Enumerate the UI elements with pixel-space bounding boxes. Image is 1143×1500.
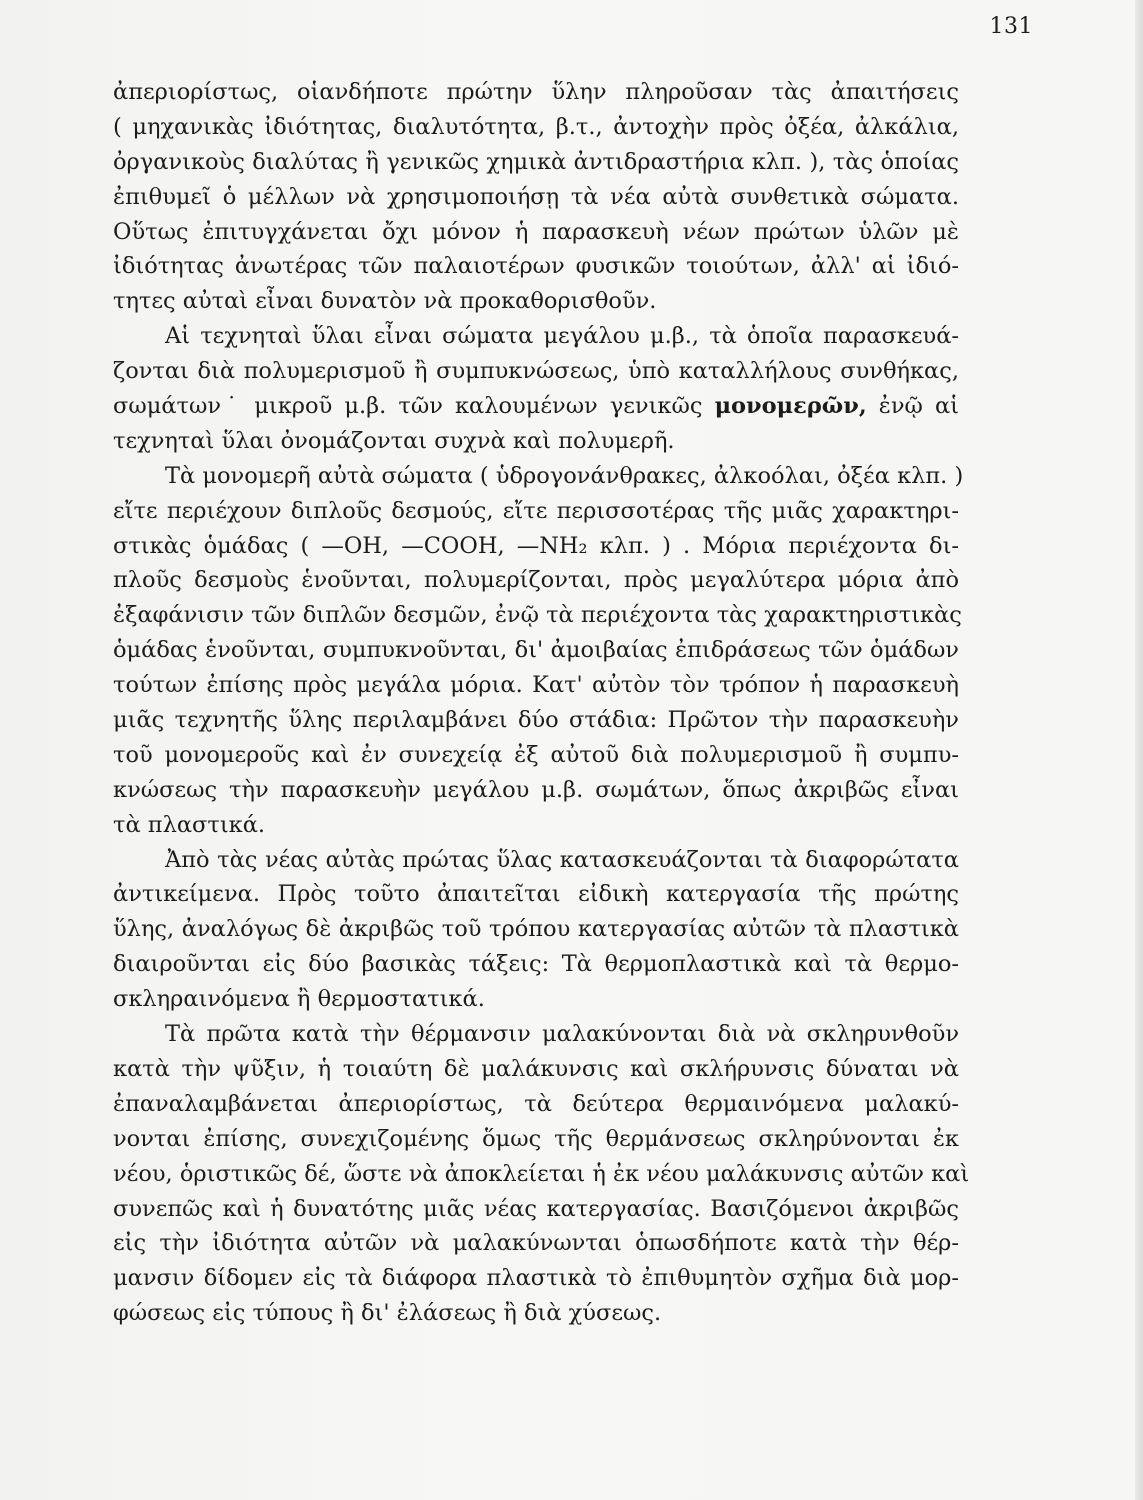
text-line xyxy=(113,389,959,424)
text-line: ἐξαφάνισιν τῶν διπλῶν δεσμῶν, ἐνῷ τὰ περιέχοντα τὰς χαρακτηριστικὰς xyxy=(113,602,962,629)
text-line: Τὰ μονομερῆ αὐτὰ σώματα ( ὑδρογονάνθρακες, ἀλκοόλαι, ὀξέα κλπ. ) xyxy=(165,462,964,489)
text-line: μιᾶς τεχνητῆς ὕλης περιλαμβάνει δύο στάδια: Πρῶτον τὴν παρασκευὴν xyxy=(113,707,959,734)
text-segment: ἐνῷ αἱ xyxy=(866,393,960,420)
page-edge-shadow xyxy=(1135,0,1143,1500)
text-line: ἐπιθυμεῖ ὁ μέλλων νὰ χρησιμοποιήσῃ τὰ νέα αὐτὰ συνθετικὰ σώματα. xyxy=(113,183,959,210)
text-line: νονται ἐπίσης, συνεχιζομένης ὅμως τῆς θερμάνσεως σκληρύνονται ἐκ xyxy=(113,1125,959,1152)
text-line: ὀργανικοὺς διαλύτας ἢ γενικῶς χημικὰ ἀντιδραστήρια κλπ. ), τὰς ὁποίας xyxy=(113,148,959,175)
text-line: τὰ πλαστικά. xyxy=(113,811,266,838)
text-line: ( μηχανικὰς ἰδιότητας, διαλυτότητα, β.τ., ἀντοχὴν πρὸς ὀξέα, ἀλκάλια, xyxy=(113,113,959,140)
paragraph xyxy=(113,459,964,843)
text-line: ἀντικείμενα. Πρὸς τοῦτο ἀπαιτεῖται εἰδικὴ κατεργασία τῆς πρώτης xyxy=(113,881,959,908)
text-line: κνώσεως τὴν παρασκευὴν μεγάλου μ.β. σωμάτων, ὅπως ἀκριβῶς εἶναι xyxy=(113,776,959,803)
text-line: εἰς τὴν ἰδιότητα αὐτῶν νὰ μαλακύνωνται ὁπωσδήποτε κατὰ τὴν θέρ- xyxy=(113,1230,959,1257)
text-line: σκληραινόμενα ἢ θερμοστατικά. xyxy=(113,986,485,1013)
text-line: Αἱ τεχνηταὶ ὕλαι εἶναι σώματα μεγάλου μ.β., τὰ ὁποῖα παρασκευά- xyxy=(165,323,959,350)
text-line: εἴτε περιέχουν διπλοῦς δεσμούς, εἴτε περισσοτέρας τῆς μιᾶς χαρακτηρι- xyxy=(113,497,959,524)
text-line: πλοῦς δεσμοὺς ἑνοῦνται, πολυμερίζονται, πρὸς μεγαλύτερα μόρια ἀπὸ xyxy=(113,567,959,594)
text-line: στικὰς ὁμάδας ( —OH, —COOH, —NH₂ κλπ. ) . Μόρια περιέχοντα δι- xyxy=(113,532,959,559)
text-line: τητες αὐταὶ εἶναι δυνατὸν νὰ προκαθορισθοῦν. xyxy=(113,288,657,315)
body-text xyxy=(113,75,970,1331)
paragraph xyxy=(113,843,959,1017)
text-line: Ἀπὸ τὰς νέας αὐτὰς πρώτας ὕλας κατασκευάζονται τὰ διαφορώτατα xyxy=(165,846,959,873)
text-line: φώσεως εἰς τύπους ἢ δι' ἐλάσεως ἢ διὰ χύσεως. xyxy=(113,1300,662,1327)
text-line: τούτων ἐπίσης πρὸς μεγάλα μόρια. Κατ' αὐτὸν τὸν τρόπον ἡ παρασκευὴ xyxy=(113,672,959,699)
paragraph xyxy=(113,319,959,459)
text-line: ὕλης, ἀναλόγως δὲ ἀκριβῶς τοῦ τρόπου κατεργασίας αὐτῶν τὰ πλαστικὰ xyxy=(113,916,959,943)
text-line: συνεπῶς καὶ ἡ δυνατότης μιᾶς νέας κατεργασίας. Βασιζόμενοι ἀκριβῶς xyxy=(113,1195,959,1222)
text-line: κατὰ τὴν ψῦξιν, ἡ τοιαύτη δὲ μαλάκυνσις καὶ σκλήρυνσις δύναται νὰ xyxy=(113,1055,959,1082)
paragraph xyxy=(113,1017,970,1331)
text-line: ὁμάδας ἑνοῦνται, συμπυκνοῦνται, δι' ἀμοιβαίας ἐπιδράσεως τῶν ὁμάδων xyxy=(113,637,959,664)
text-line: ἰδιότητας ἀνωτέρας τῶν παλαιοτέρων φυσικῶν τοιούτων, ἀλλ' αἱ ἰδιό- xyxy=(113,253,959,280)
text-line: τεχνηταὶ ὕλαι ὀνομάζονται συχνὰ καὶ πολυμερῆ. xyxy=(113,427,675,454)
text-line: νέου, ὁριστικῶς δέ, ὥστε νὰ ἀποκλείεται ἡ ἐκ νέου μαλάκυνσις αὐτῶν καὶ xyxy=(113,1160,970,1187)
text-line: ἐπαναλαμβάνεται ἀπεριορίστως, τὰ δεύτερα θερμαινόμενα μαλακύ- xyxy=(113,1090,959,1117)
paragraph xyxy=(113,75,959,319)
text-line: Τὰ πρῶτα κατὰ τὴν θέρμανσιν μαλακύνονται διὰ νὰ σκληρυνθοῦν xyxy=(165,1021,959,1048)
text-line: ἀπεριορίστως, οἱανδήποτε πρώτην ὕλην πληροῦσαν τὰς ἀπαιτήσεις xyxy=(113,79,959,105)
text-line: ζονται διὰ πολυμερισμοῦ ἢ συμπυκνώσεως, ὑπὸ καταλλήλους συνθήκας, xyxy=(113,358,959,385)
bold-term: μονομερῶν, xyxy=(714,393,867,420)
text-line: τοῦ μονομεροῦς καὶ ἐν συνεχείᾳ ἐξ αὐτοῦ διὰ πολυμερισμοῦ ἢ συμπυ- xyxy=(113,741,959,768)
text-segment: σωμάτων˙ μικροῦ μ.β. τῶν καλουμένων γενικῶς xyxy=(113,393,715,420)
page-number: 131 xyxy=(989,14,1033,39)
text-line: διαιροῦνται εἰς δύο βασικὰς τάξεις: Τὰ θερμοπλαστικὰ καὶ τὰ θερμο- xyxy=(113,951,959,978)
text-line: μανσιν δίδομεν εἰς τὰ διάφορα πλαστικὰ τὸ ἐπιθυμητὸν σχῆμα διὰ μορ- xyxy=(113,1265,959,1292)
text-line: Οὕτως ἐπιτυγχάνεται ὄχι μόνον ἡ παρασκευὴ νέων πρώτων ὑλῶν μὲ xyxy=(113,218,959,245)
